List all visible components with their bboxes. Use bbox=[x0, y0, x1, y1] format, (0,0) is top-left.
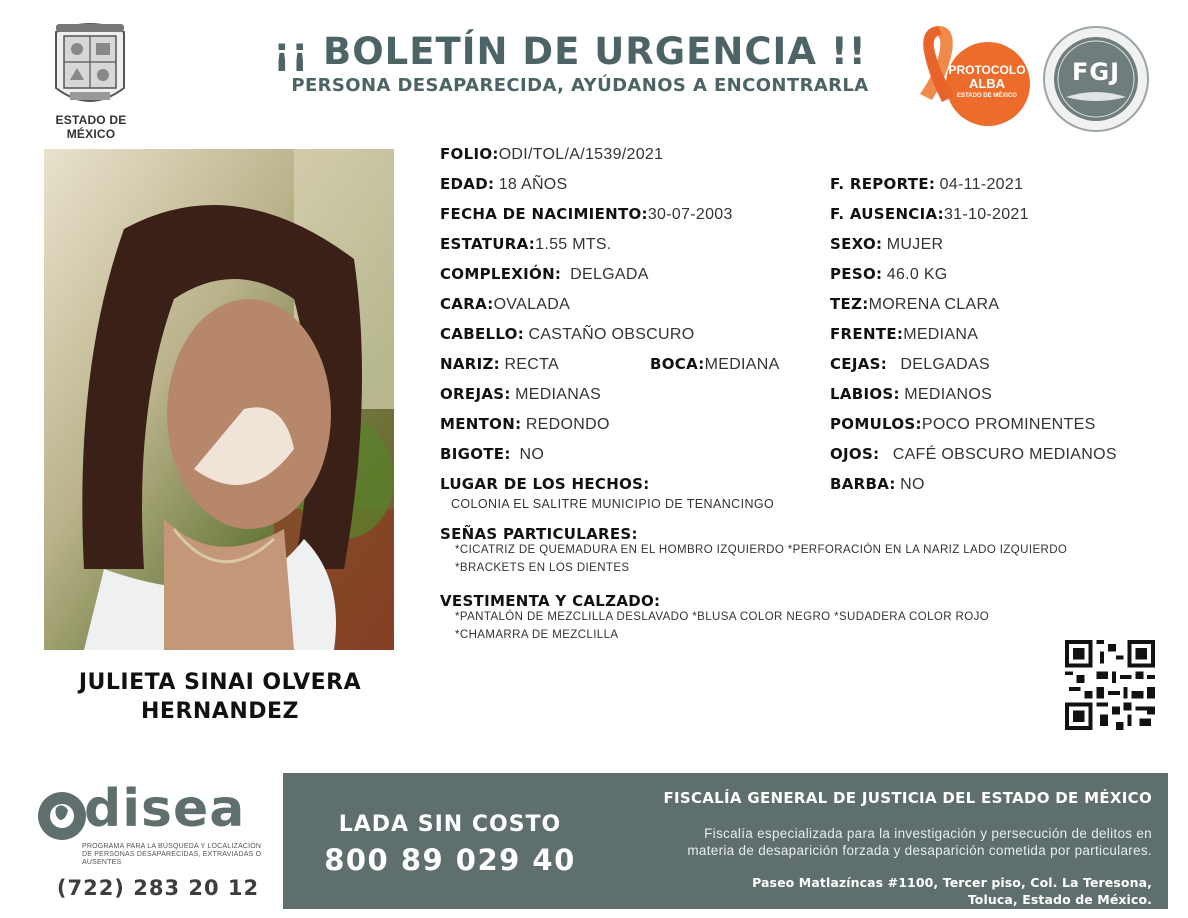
peso-label: PESO: bbox=[830, 265, 883, 283]
fgj-description-line1: Fiscalía especializada para la investigación y persecución de delitos en bbox=[704, 826, 1152, 841]
missing-person-photo bbox=[44, 149, 394, 650]
cejas-value: DELGADAS bbox=[900, 356, 990, 373]
tez-label: TEZ: bbox=[830, 295, 869, 313]
labios-label: LABIOS: bbox=[830, 385, 900, 403]
field-complexion bbox=[440, 264, 649, 285]
alba-line2: ALBA bbox=[968, 75, 1006, 91]
person-name bbox=[40, 668, 400, 726]
barba-value: NO bbox=[900, 476, 925, 493]
sexo-label: SEXO: bbox=[830, 235, 883, 253]
field-nariz bbox=[440, 354, 559, 375]
labios-value: MEDIANOS bbox=[904, 386, 993, 403]
fgj-description-line2: materia de desaparición forzada y desaparición cometida por particulares. bbox=[687, 843, 1152, 858]
nariz-value: RECTA bbox=[504, 356, 559, 373]
edad-label: EDAD: bbox=[440, 175, 495, 193]
orejas-label: OREJAS: bbox=[440, 385, 511, 403]
complexion-label: COMPLEXIÓN: bbox=[440, 265, 562, 283]
odisea-phone: (722) 283 20 12 bbox=[56, 876, 260, 900]
lugar-label: LUGAR DE LOS HECHOS: bbox=[440, 475, 650, 493]
boca-label: BOCA: bbox=[650, 355, 705, 373]
senas-line1: *CICATRIZ DE QUEMADURA EN EL HOMBRO IZQUIERDO *PERFORACIÓN EN LA NARIZ LADO IZQUIERDO bbox=[455, 544, 1068, 556]
address-line2: Toluca, Estado de México. bbox=[967, 892, 1152, 907]
sexo-value: MUJER bbox=[886, 236, 944, 253]
person-name-line2: HERNANDEZ bbox=[141, 699, 299, 724]
frente-value: MEDIANA bbox=[903, 326, 979, 343]
field-f-reporte bbox=[830, 174, 1023, 195]
folio-label: FOLIO: bbox=[440, 145, 499, 163]
field-estatura bbox=[440, 234, 612, 255]
cejas-label: CEJAS: bbox=[830, 355, 888, 373]
estado-de-mexico-crest-icon bbox=[50, 18, 130, 110]
field-orejas bbox=[440, 384, 601, 405]
lada-phone-number: 800 89 029 40 bbox=[324, 843, 576, 877]
field-peso bbox=[830, 264, 948, 285]
lada-sin-costo-label: LADA SIN COSTO bbox=[338, 812, 562, 837]
fgj-full-name: FISCALÍA GENERAL DE JUSTICIA DEL ESTADO DE MÉXICO bbox=[663, 789, 1152, 807]
bigote-label: BIGOTE: bbox=[440, 445, 511, 463]
barba-label: BARBA: bbox=[830, 475, 896, 493]
field-boca bbox=[650, 354, 780, 375]
cara-label: CARA: bbox=[440, 295, 494, 313]
address-line1: Paseo Matlazíncas #1100, Tercer piso, Col. La Teresona, bbox=[752, 875, 1152, 890]
menton-value: REDONDO bbox=[525, 416, 610, 433]
senas-heading: SEÑAS PARTICULARES: bbox=[440, 525, 638, 543]
frente-label: FRENTE: bbox=[830, 325, 904, 343]
lugar-value: COLONIA EL SALITRE MUNICIPIO DE TENANCINGO bbox=[451, 497, 775, 511]
folio-value: ODI/TOL/A/1539/2021 bbox=[498, 146, 664, 163]
field-barba bbox=[830, 474, 925, 495]
f-ausencia-value: 31-10-2021 bbox=[943, 206, 1029, 223]
qr-code-icon[interactable] bbox=[1064, 640, 1156, 730]
odisea-wordmark: disea bbox=[84, 779, 246, 839]
field-menton bbox=[440, 414, 610, 435]
orejas-value: MEDIANAS bbox=[515, 386, 602, 403]
alba-badge-text bbox=[945, 64, 1029, 100]
field-cabello bbox=[440, 324, 694, 345]
field-tez bbox=[830, 294, 999, 315]
f-ausencia-label: F. AUSENCIA: bbox=[830, 205, 944, 223]
estatura-label: ESTATURA: bbox=[440, 235, 536, 253]
pomulos-value: POCO PROMINENTES bbox=[921, 416, 1096, 433]
vestimenta-line1: *PANTALÓN DE MEZCLILLA DESLAVADO *BLUSA COLOR NEGRO *SUDADERA COLOR ROJO bbox=[455, 611, 990, 623]
cabello-value: CASTAÑO OBSCURO bbox=[528, 326, 695, 343]
field-edad bbox=[440, 174, 568, 195]
menton-label: MENTON: bbox=[440, 415, 522, 433]
field-sexo bbox=[830, 234, 943, 255]
fecha-nacimiento-value: 30-07-2003 bbox=[647, 206, 733, 223]
fgj-badge-text: FGJ bbox=[1071, 58, 1121, 86]
vestimenta-line2: *CHAMARRA DE MEZCLILLA bbox=[455, 629, 619, 641]
boca-value: MEDIANA bbox=[704, 356, 780, 373]
f-reporte-label: F. REPORTE: bbox=[830, 175, 936, 193]
field-frente bbox=[830, 324, 978, 345]
nariz-label: NARIZ: bbox=[440, 355, 500, 373]
bulletin-title: ¡¡ BOLETÍN DE URGENCIA !! bbox=[273, 30, 867, 73]
fgj-address bbox=[600, 874, 1152, 908]
alba-line3: ESTADO DE MÉXICO bbox=[957, 93, 1017, 100]
f-reporte-value: 04-11-2021 bbox=[939, 176, 1024, 193]
bulletin-subtitle: PERSONA DESAPARECIDA, AYÚDANOS A ENCONTRARLA bbox=[291, 75, 869, 96]
senas-line2: *BRACKETS EN LOS DIENTES bbox=[455, 562, 630, 574]
edad-value: 18 AÑOS bbox=[498, 176, 568, 193]
field-pomulos bbox=[830, 414, 1096, 435]
field-folio bbox=[440, 144, 663, 165]
estatura-value: 1.55 MTS. bbox=[535, 236, 612, 253]
cara-value: OVALADA bbox=[493, 296, 571, 313]
cabello-label: CABELLO: bbox=[440, 325, 525, 343]
fecha-nacimiento-label: FECHA DE NACIMIENTO: bbox=[440, 205, 648, 223]
ojos-value: CAFÉ OBSCURO MEDIANOS bbox=[892, 446, 1117, 463]
field-cejas bbox=[830, 354, 990, 375]
field-cara bbox=[440, 294, 570, 315]
complexion-value: DELGADA bbox=[570, 266, 649, 283]
person-name-line1: JULIETA SINAI OLVERA bbox=[78, 670, 362, 695]
pomulos-label: POMULOS: bbox=[830, 415, 922, 433]
field-f-ausencia bbox=[830, 204, 1029, 225]
state-label: ESTADO DE MÉXICO bbox=[55, 113, 127, 141]
ojos-label: OJOS: bbox=[830, 445, 880, 463]
field-labios bbox=[830, 384, 992, 405]
alba-line1: PROTOCOLO bbox=[948, 63, 1026, 77]
field-lugar bbox=[440, 474, 650, 495]
bigote-value: NO bbox=[519, 446, 545, 463]
field-ojos bbox=[830, 444, 1117, 465]
tez-value: MORENA CLARA bbox=[868, 296, 1000, 313]
odisea-description: PROGRAMA PARA LA BÚSQUEDA Y LOCALIZACIÓN DE PERSONAS DESAPARECIDAS, EXTRAVIADAS O AUSENTES bbox=[82, 843, 262, 866]
fgj-description bbox=[600, 825, 1152, 859]
field-fecha-nacimiento bbox=[440, 204, 733, 225]
vestimenta-heading: VESTIMENTA Y CALZADO: bbox=[440, 592, 661, 610]
field-bigote bbox=[440, 444, 544, 465]
peso-value: 46.0 KG bbox=[886, 266, 948, 283]
